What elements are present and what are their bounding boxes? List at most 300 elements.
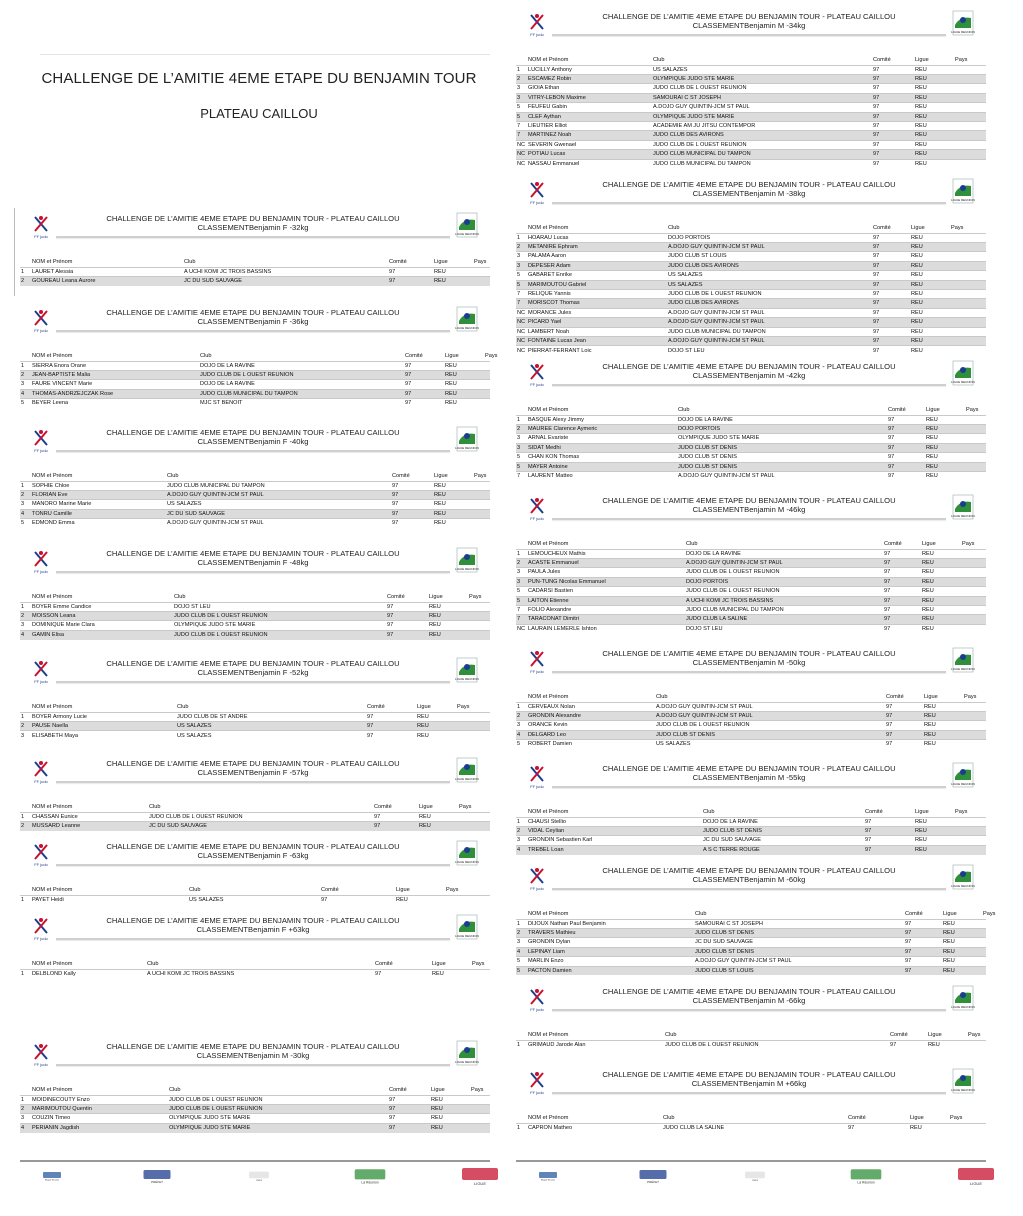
svg-text:FF judo: FF judo xyxy=(34,234,48,239)
table-row xyxy=(516,462,986,471)
pays-cell xyxy=(951,346,986,355)
rank-cell: 2 xyxy=(516,242,528,251)
column-header-pays: Pays xyxy=(485,353,498,360)
results-table xyxy=(20,472,490,528)
ligue-cell: REU xyxy=(926,443,966,452)
rank-cell: 7 xyxy=(516,615,528,624)
club-cell: JUDO CLUB ST DENIS xyxy=(656,730,886,739)
pays-cell xyxy=(457,721,490,730)
column-header-rank xyxy=(516,1031,528,1040)
name-cell: EDMOND Emma xyxy=(32,519,167,528)
rank-cell: 1 xyxy=(20,267,32,276)
column-header-club: Club xyxy=(174,594,186,601)
ligue-cell: REU xyxy=(911,280,951,289)
column-header-rank xyxy=(20,593,32,602)
section-divider xyxy=(56,571,450,573)
table-row xyxy=(516,957,986,966)
comite-cell: 97 xyxy=(374,821,419,830)
column-header-club: Club xyxy=(668,225,680,232)
ligue-cell: REU xyxy=(431,1123,471,1132)
name-cell: BASQUE Alexy Jimmy xyxy=(528,415,678,424)
section-title xyxy=(552,362,946,381)
main-subtitle: PLATEAU CAILLOU xyxy=(200,106,318,121)
name-cell: GABARET Enrike xyxy=(528,271,668,280)
comite-cell: 97 xyxy=(389,267,434,276)
name-cell: ARNAL Evariste xyxy=(528,434,678,443)
comite-cell: 97 xyxy=(873,261,911,270)
club-cell: DOJO ST LEU xyxy=(174,602,387,611)
name-cell: RELIQUE Yannis xyxy=(528,289,668,298)
name-cell: LAURET Alessia xyxy=(32,267,184,276)
section-event-title: CHALLENGE DE L’AMITIE 4EME ETAPE DU BENJAMIN TOUR - PLATEAU CAILLOU xyxy=(602,764,896,773)
pays-cell xyxy=(962,605,986,614)
name-cell: DELBLOND Kally xyxy=(32,969,147,978)
section-header xyxy=(516,862,986,902)
comite-cell: 97 xyxy=(905,919,943,928)
section-title xyxy=(552,987,946,1006)
name-cell: CHAN KON Thomas xyxy=(528,453,678,462)
section-header xyxy=(516,358,986,398)
column-header-name: NOM et Prénom xyxy=(32,594,73,601)
svg-text:CNDS: CNDS xyxy=(751,1179,759,1182)
club-cell: A.DOJO GUY QUINTIN-JCM ST PAUL xyxy=(653,103,873,112)
pays-cell xyxy=(955,150,986,159)
club-cell: US SALAZES xyxy=(167,500,392,509)
ligue-reunion-logo-icon xyxy=(456,840,478,866)
column-header-rank xyxy=(20,803,32,812)
pays-cell xyxy=(955,121,986,130)
club-cell: JUDO CLUB DE L OUEST REUNION xyxy=(686,587,884,596)
name-cell: GRIMAUD Jarode Alan xyxy=(528,1040,665,1049)
pays-cell xyxy=(962,615,986,624)
table-row xyxy=(516,261,986,270)
pays-cell xyxy=(951,299,986,308)
comite-cell: 97 xyxy=(905,966,943,975)
column-header-name: NOM et Prénom xyxy=(528,809,569,816)
comite-cell: 97 xyxy=(905,938,943,947)
table-row xyxy=(20,1123,490,1132)
table-row xyxy=(516,327,986,336)
ligue-cell: REU xyxy=(434,267,474,276)
ligue-cell: REU xyxy=(911,308,951,317)
rank-cell: NC xyxy=(516,336,528,345)
ffjudo-logo-icon xyxy=(32,916,50,942)
name-cell: ROBERT Damien xyxy=(528,740,656,749)
svg-text:LIGUE REUNION: LIGUE REUNION xyxy=(951,782,975,786)
column-header-pays: Pays xyxy=(964,694,977,701)
column-header-ligue: Ligue xyxy=(928,1032,942,1039)
ligue-cell: REU xyxy=(911,271,951,280)
result-section xyxy=(516,645,986,748)
result-section xyxy=(516,176,986,354)
club-cell: JUDO CLUB ST DENIS xyxy=(695,947,905,956)
club-cell: JUDO CLUB DE L OUEST REUNION xyxy=(686,568,884,577)
section-event-title: CHALLENGE DE L’AMITIE 4EME ETAPE DU BENJAMIN TOUR - PLATEAU CAILLOU xyxy=(106,1042,400,1051)
svg-text:FF judo: FF judo xyxy=(34,862,48,867)
svg-text:LIGUE REUNION: LIGUE REUNION xyxy=(455,934,479,938)
ligue-cell: REU xyxy=(922,596,962,605)
result-section xyxy=(20,912,490,977)
ligue-cell: REU xyxy=(434,481,474,490)
ligue-cell: REU xyxy=(926,415,966,424)
column-header-ligue: Ligue xyxy=(445,353,459,360)
ligue-cell: REU xyxy=(434,500,474,509)
section-divider xyxy=(56,330,450,332)
comite-cell: 97 xyxy=(873,242,911,251)
pays-cell xyxy=(951,318,986,327)
table-row xyxy=(516,453,986,462)
section-header xyxy=(516,760,986,800)
club-cell: A.DOJO GUY QUINTIN-JCM ST PAUL xyxy=(668,336,873,345)
club-cell: US SALAZES xyxy=(656,740,886,749)
table-row xyxy=(516,74,986,83)
pays-cell xyxy=(983,938,986,947)
table-row xyxy=(516,443,986,452)
column-header-ligue: Ligue xyxy=(396,887,410,894)
result-section xyxy=(20,838,490,903)
name-cell: FLORIAN Eve xyxy=(32,490,167,499)
comite-cell: 97 xyxy=(886,730,924,739)
comite-cell: 97 xyxy=(873,121,915,130)
column-header-name: NOM et Prénom xyxy=(528,57,569,64)
pays-cell xyxy=(459,821,490,830)
result-section xyxy=(516,983,986,1048)
column-header-comite: Comité xyxy=(321,887,339,894)
section-divider xyxy=(56,1064,450,1066)
name-cell: CADARSI Bastien xyxy=(528,587,686,596)
column-header-club: Club xyxy=(703,809,715,816)
svg-text:LIGUE REUNION: LIGUE REUNION xyxy=(455,326,479,330)
table-header-row xyxy=(516,406,986,415)
table-row xyxy=(516,740,986,749)
table-header-row xyxy=(20,352,490,361)
pays-cell xyxy=(955,159,986,168)
ligue-cell: REU xyxy=(922,605,962,614)
name-cell: MAUREE Clarence Aymeric xyxy=(528,424,678,433)
ligue-cell: REU xyxy=(915,121,955,130)
table-row xyxy=(20,399,490,408)
ligue-cell: REU xyxy=(910,1123,950,1132)
club-cell: JUDO CLUB DE L OUEST REUNION xyxy=(656,721,886,730)
club-cell: US SALAZES xyxy=(668,271,873,280)
name-cell: FONTAINE Lucas Jean xyxy=(528,336,668,345)
comite-cell: 97 xyxy=(888,415,926,424)
section-divider xyxy=(552,671,946,673)
column-header-pays: Pays xyxy=(955,57,968,64)
pays-cell xyxy=(983,957,986,966)
comite-cell: 97 xyxy=(387,621,429,630)
comite-cell: 97 xyxy=(905,947,943,956)
rank-cell: 3 xyxy=(516,434,528,443)
column-header-rank xyxy=(20,352,32,361)
column-header-comite: Comité xyxy=(905,911,923,918)
svg-text:LIGUE REUNION: LIGUE REUNION xyxy=(951,1088,975,1092)
ligue-cell: REU xyxy=(922,587,962,596)
name-cell: CHASSAN Eunice xyxy=(32,812,149,821)
ligue-cell: REU xyxy=(915,74,955,83)
ligue-reunion-logo-icon xyxy=(456,212,478,238)
comite-cell: 97 xyxy=(886,711,924,720)
pays-cell xyxy=(966,443,986,452)
section-category: CLASSEMENTBenjamin F -48kg xyxy=(197,558,309,568)
result-section xyxy=(20,424,490,527)
club-cell: JUDO CLUB DE L OUEST REUNION xyxy=(665,1040,890,1049)
column-header-ligue: Ligue xyxy=(910,1115,924,1122)
table-row xyxy=(516,318,986,327)
ligue-cell: REU xyxy=(915,140,955,149)
table-row xyxy=(516,938,986,947)
name-cell: ESCAMEZ Robin xyxy=(528,74,653,83)
svg-text:LIGUE REUNION: LIGUE REUNION xyxy=(455,567,479,571)
rank-cell: 3 xyxy=(516,252,528,261)
cnds-logo-icon xyxy=(248,1166,270,1186)
section-event-title: CHALLENGE DE L’AMITIE 4EME ETAPE DU BENJAMIN TOUR - PLATEAU CAILLOU xyxy=(602,362,896,371)
column-header-name: NOM et Prénom xyxy=(528,407,569,414)
pays-cell xyxy=(471,1114,490,1123)
results-table xyxy=(516,808,986,855)
rank-cell: 7 xyxy=(516,471,528,480)
club-cell: DOJO ST LEU xyxy=(686,624,884,633)
ligue-cell: REU xyxy=(943,938,983,947)
comite-cell: 97 xyxy=(886,721,924,730)
club-cell: A.DOJO GUY QUINTIN-JCM ST PAUL xyxy=(167,519,392,528)
section-category: CLASSEMENTBenjamin F -52kg xyxy=(197,668,309,678)
pays-cell xyxy=(474,490,490,499)
pays-cell xyxy=(446,895,490,904)
main-title: CHALLENGE DE L’AMITIE 4EME ETAPE DU BENJAMIN TOUR xyxy=(41,70,477,87)
table-row xyxy=(20,712,490,721)
comite-cell: 97 xyxy=(865,836,915,845)
sponsor-footer xyxy=(20,1160,490,1190)
ligue-cell: REU xyxy=(911,242,951,251)
side-divider xyxy=(14,208,15,296)
ligue-cell: REU xyxy=(431,1114,471,1123)
section-header xyxy=(20,838,490,878)
name-cell: VIDAL Ceylian xyxy=(528,826,703,835)
pays-cell xyxy=(955,131,986,140)
comite-cell: 97 xyxy=(884,624,922,633)
ligue-cell: REU xyxy=(922,577,962,586)
pays-cell xyxy=(955,65,986,74)
table-row xyxy=(516,845,986,854)
rank-cell: 2 xyxy=(516,424,528,433)
table-row xyxy=(20,370,490,379)
section-header xyxy=(516,1066,986,1106)
comite-cell: 97 xyxy=(886,740,924,749)
comite-cell: 97 xyxy=(392,500,434,509)
comite-cell: 97 xyxy=(367,721,417,730)
section-header xyxy=(20,1038,490,1078)
rank-cell: 5 xyxy=(516,587,528,596)
pays-cell xyxy=(469,621,490,630)
table-row xyxy=(516,140,986,149)
column-header-club: Club xyxy=(147,961,159,968)
column-header-name: NOM et Prénom xyxy=(32,473,73,480)
rank-cell: 1 xyxy=(516,415,528,424)
pays-cell xyxy=(474,267,490,276)
comite-cell: 97 xyxy=(873,159,915,168)
comite-cell: 97 xyxy=(848,1123,910,1132)
ffjudo-logo-icon xyxy=(32,759,50,785)
ligue-cell: REU xyxy=(926,424,966,433)
name-cell: SOPHIE Chloe xyxy=(32,481,167,490)
comite-cell: 97 xyxy=(389,1114,431,1123)
pays-cell xyxy=(485,389,490,398)
column-header-rank xyxy=(516,910,528,919)
result-section xyxy=(516,8,986,167)
column-header-rank xyxy=(516,693,528,702)
pays-cell xyxy=(966,424,986,433)
comite-cell: 97 xyxy=(405,380,445,389)
pays-cell xyxy=(485,370,490,379)
section-category: CLASSEMENTBenjamin M -46kg xyxy=(692,505,806,515)
table-row xyxy=(516,242,986,251)
table-row xyxy=(516,919,986,928)
pays-cell xyxy=(983,947,986,956)
pays-cell xyxy=(485,361,490,370)
rank-cell: 1 xyxy=(516,1040,528,1049)
table-row xyxy=(516,966,986,975)
table-row xyxy=(516,568,986,577)
pays-cell xyxy=(485,399,490,408)
table-header-row xyxy=(20,703,490,712)
pays-cell xyxy=(951,261,986,270)
column-header-club: Club xyxy=(653,57,665,64)
rank-cell: 5 xyxy=(516,740,528,749)
table-row xyxy=(20,969,490,978)
ligue-cell: REU xyxy=(922,615,962,624)
section-header xyxy=(20,304,490,344)
column-header-club: Club xyxy=(167,473,179,480)
name-cell: ACASTE Emmanuel xyxy=(528,558,686,567)
club-cell: US SALAZES xyxy=(668,280,873,289)
ffjudo-logo-icon xyxy=(528,866,546,892)
ligue-cell: REU xyxy=(926,453,966,462)
name-cell: TONRU Camille xyxy=(32,509,167,518)
section-event-title: CHALLENGE DE L’AMITIE 4EME ETAPE DU BENJAMIN TOUR - PLATEAU CAILLOU xyxy=(602,12,896,21)
pays-cell xyxy=(474,481,490,490)
column-header-comite: Comité xyxy=(888,407,906,414)
ligue-cell: REU xyxy=(924,730,964,739)
name-cell: MARLIN Enzo xyxy=(528,957,695,966)
table-row xyxy=(20,509,490,518)
section-title xyxy=(552,12,946,31)
section-category: CLASSEMENTBenjamin M -38kg xyxy=(692,189,806,199)
svg-text:FF judo: FF judo xyxy=(530,32,544,37)
table-row xyxy=(20,380,490,389)
ligue-cell: REU xyxy=(445,389,485,398)
svg-text:LIGUE REUNION: LIGUE REUNION xyxy=(455,777,479,781)
ffjudo-logo-icon xyxy=(528,496,546,522)
column-header-rank xyxy=(20,258,32,267)
svg-text:LIGUE: LIGUE xyxy=(473,1181,487,1186)
comite-cell: 97 xyxy=(375,969,432,978)
results-table xyxy=(20,703,490,740)
section-divider xyxy=(56,681,450,683)
ligue-cell: REU xyxy=(924,711,964,720)
section-event-title: CHALLENGE DE L’AMITIE 4EME ETAPE DU BENJAMIN TOUR - PLATEAU CAILLOU xyxy=(106,214,400,223)
name-cell: LUCILLY Anthony xyxy=(528,65,653,74)
ligue-cell: REU xyxy=(429,621,469,630)
comite-cell: 97 xyxy=(405,370,445,379)
column-header-comite: Comité xyxy=(405,353,423,360)
result-section xyxy=(20,210,490,285)
section-header xyxy=(20,755,490,795)
rank-cell: 4 xyxy=(516,730,528,739)
comite-cell: 97 xyxy=(884,615,922,624)
comite-cell: 97 xyxy=(905,928,943,937)
column-header-name: NOM et Prénom xyxy=(32,704,73,711)
name-cell: ELISABETH Maya xyxy=(32,731,177,740)
svg-text:LIGUE REUNION: LIGUE REUNION xyxy=(455,232,479,236)
column-header-name: NOM et Prénom xyxy=(32,887,73,894)
rank-cell: 1 xyxy=(20,361,32,370)
name-cell: PERIANIN Jagdish xyxy=(32,1123,169,1132)
name-cell: SIDAT Medhi xyxy=(528,443,678,452)
section-divider xyxy=(552,518,946,520)
table-row xyxy=(516,299,986,308)
section-event-title: CHALLENGE DE L’AMITIE 4EME ETAPE DU BENJAMIN TOUR - PLATEAU CAILLOU xyxy=(106,308,400,317)
name-cell: FAURE VINCENT Marie xyxy=(32,380,200,389)
club-cell: JUDO CLUB LA SALINE xyxy=(686,615,884,624)
pays-cell xyxy=(950,1123,986,1132)
name-cell: GRONDIN Dylan xyxy=(528,938,695,947)
ffjudo-logo-icon xyxy=(32,308,50,334)
table-row xyxy=(516,93,986,102)
table-row xyxy=(516,549,986,558)
svg-text:FF judo: FF judo xyxy=(34,569,48,574)
club-cell: DOJO ST LEU xyxy=(668,346,873,355)
rank-cell: 1 xyxy=(20,1095,32,1104)
table-row xyxy=(20,721,490,730)
section-header xyxy=(20,912,490,952)
table-row xyxy=(516,817,986,826)
table-row xyxy=(516,434,986,443)
name-cell: PUN-TUNG Nicolas Emmanuel xyxy=(528,577,686,586)
name-cell: COUZIN Timeo xyxy=(32,1114,169,1123)
results-table xyxy=(516,224,986,355)
table-header-row xyxy=(20,803,490,812)
prefet-logo-icon xyxy=(142,1166,172,1186)
column-header-ligue: Ligue xyxy=(922,541,936,548)
column-header-name: NOM et Prénom xyxy=(32,353,73,360)
club-cell: JUDO CLUB MUNICIPAL DU TAMPON xyxy=(200,389,405,398)
table-header-row xyxy=(20,960,490,969)
club-cell: SAMOURAI C ST JOSEPH xyxy=(695,919,905,928)
comite-cell: 97 xyxy=(387,611,429,620)
club-cell: A.DOJO GUY QUINTIN-JCM ST PAUL xyxy=(668,242,873,251)
rank-cell: NC xyxy=(516,159,528,168)
rank-cell: 4 xyxy=(20,389,32,398)
sponsor-logo-icon xyxy=(458,1166,502,1186)
name-cell: TRAVERS Mathieu xyxy=(528,928,695,937)
club-cell: OLYMPIQUE JUDO STE MARIE xyxy=(653,74,873,83)
ligue-cell: REU xyxy=(445,399,485,408)
name-cell: ORANCE Kevin xyxy=(528,721,656,730)
name-cell: DEPESER Adam xyxy=(528,261,668,270)
comite-cell: 97 xyxy=(873,289,911,298)
table-row xyxy=(516,336,986,345)
pays-cell xyxy=(955,826,986,835)
column-header-comite: Comité xyxy=(392,473,410,480)
left-column xyxy=(0,0,511,1216)
name-cell: PAYET Heidi xyxy=(32,895,189,904)
rank-cell: 5 xyxy=(516,112,528,121)
pays-cell xyxy=(964,702,986,711)
section-divider xyxy=(552,786,946,788)
rank-cell: 1 xyxy=(516,817,528,826)
pays-cell xyxy=(955,93,986,102)
